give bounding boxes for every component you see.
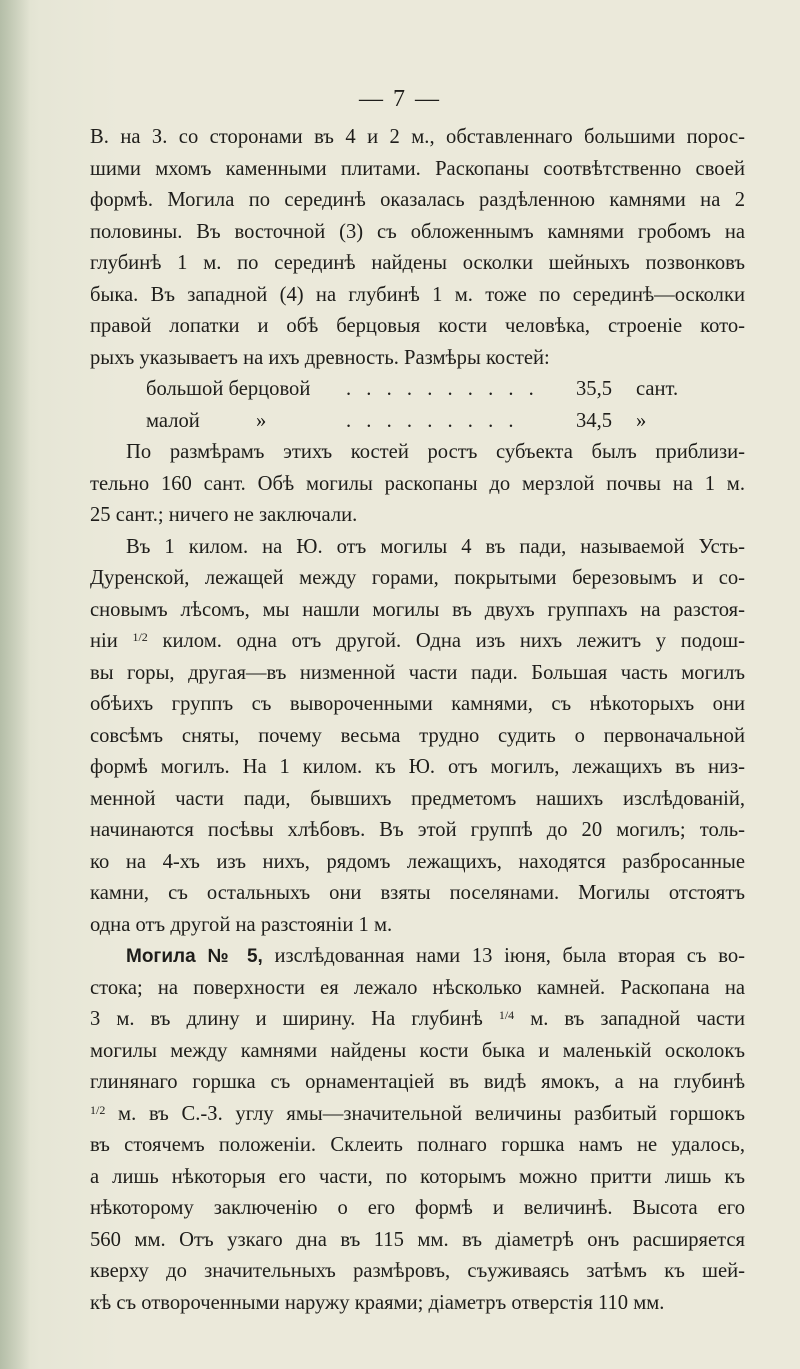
text-line: По размѣрамъ этихъ костей ростъ субъекта былъ приблизи- [126, 441, 745, 463]
text-line: 25 сант.; ничего не заключали. [90, 504, 358, 526]
fraction: 1/2 [90, 1102, 106, 1117]
body-text [90, 122, 745, 1319]
text-line-with-fraction [90, 1004, 745, 1036]
text-fragment: ніи [90, 630, 118, 652]
text-line: а лишь нѣкоторыя его части, по которымъ можно притти лишь къ [90, 1165, 745, 1188]
text-line: глинянаго горшка съ орнаментаціей въ видѣ ямокъ, а на глубинѣ [90, 1071, 745, 1093]
text-line: одна отъ другой на разстояніи 1 м. [90, 913, 393, 936]
text-line: 560 мм. Отъ узкаго дна въ 115 мм. въ діаметрѣ онъ расширяется [90, 1228, 745, 1251]
text-line-with-fraction [90, 1099, 745, 1131]
fraction: 1/2 [132, 630, 148, 644]
measurement-row [90, 406, 745, 438]
text-line: стока; на поверхности ея лежало нѣсколько камней. Раскопана на [90, 976, 745, 999]
text-line: глубинѣ 1 м. по серединѣ найдены осколки шейныхъ позвонковъ [90, 252, 745, 274]
text-line: камни, съ остальныхъ они взяты поселянами. Могилы отстоятъ [90, 882, 745, 904]
text-line: начинаются посѣвы хлѣбовъ. Въ этой группѣ до 20 могилъ; толь- [90, 819, 745, 841]
measurement-dots: . . . . . . . . . [346, 409, 519, 432]
text-line: правой лопатки и обѣ берцовыя кости человѣка, строеніе кото- [90, 315, 745, 337]
text-line: рыхъ указываетъ на ихъ древность. Размѣры костей: [90, 346, 550, 369]
text-line: въ стоячемъ положеніи. Склеить полнаго горшка намъ не удалось, [90, 1134, 745, 1156]
text-line: совсѣмъ сняты, почему весьма трудно судить о первоначальной [90, 724, 745, 747]
measurement-label: малой [146, 409, 200, 432]
page-edge-shadow [0, 0, 30, 1369]
text-line: В. на З. со сторонами въ 4 и 2 м., обставленнаго большими порос- [90, 126, 745, 148]
text-line: нѣкоторому заключенію о его формѣ и величинѣ. Высота его [90, 1197, 745, 1219]
text-line-with-heading [90, 941, 745, 973]
text-fragment: м. въ С.-З. углу ямы—значительной величины разбитый горшокъ [105, 1102, 745, 1125]
text-line: Дуренской, лежащей между горами, покрытыми березовымъ и со- [90, 567, 745, 589]
text-line: сновымъ лѣсомъ, мы нашли могилы въ двухъ группахъ на разстоя- [90, 598, 745, 621]
text-fragment: килом. одна отъ другой. Одна изъ нихъ лежитъ у подош- [147, 630, 745, 652]
text-fragment: изслѣдованная нами 13 іюня, была вторая съ во- [262, 945, 745, 967]
text-line: могилы между камнями найдены кости быка и маленькій осколокъ [90, 1039, 745, 1062]
text-line: кѣ съ отвороченными наружу краями; діаметръ отверстія 110 мм. [90, 1291, 665, 1314]
measurement-ditto: » [256, 409, 267, 432]
text-line: обѣихъ группъ съ вывороченными камнями, съ нѣкоторыхъ они [90, 693, 745, 715]
page-number: — 7 — [359, 86, 441, 112]
text-line: вы горы, другая—въ низменной части пади. Большая часть могилъ [90, 661, 745, 684]
text-line: половины. Въ восточной (3) съ обложеннымъ камнями гробомъ на [90, 220, 745, 243]
text-line: формѣ. Могила по серединѣ оказалась раздѣленною камнями на 2 [90, 189, 745, 211]
text-line: менной части пади, бывшихъ предметомъ нашихъ изслѣдованій, [90, 787, 745, 810]
measurement-dots: . . . . . . . . . . [346, 378, 539, 400]
text-line: Въ 1 килом. на Ю. отъ могилы 4 въ пади, называемой Усть- [126, 535, 745, 558]
measurement-value: 34,5 [576, 409, 613, 432]
text-line: ко на 4-хъ изъ нихъ, рядомъ лежащихъ, находятся разбросанные [90, 850, 745, 873]
measurement-value: 35,5 [576, 378, 613, 400]
text-fragment: 3 м. въ длину и ширину. На глубинѣ [90, 1008, 483, 1030]
measurement-label: большой берцовой [146, 378, 311, 400]
text-line: формѣ могилъ. На 1 килом. къ Ю. отъ могилъ, лежащихъ въ низ- [90, 756, 745, 778]
text-line: тельно 160 сант. Обѣ могилы раскопаны до мерзлой почвы на 1 м. [90, 472, 745, 495]
text-line: шими мхомъ каменными плитами. Раскопаны соотвѣтственно своей [90, 157, 745, 180]
text-line: быка. Въ западной (4) на глубинѣ 1 м. тоже по серединѣ—осколки [90, 283, 745, 306]
measurement-unit: » [636, 409, 647, 432]
measurement-row [90, 374, 745, 406]
text-line: кверху до значительныхъ размѣровъ, съуживаясь затѣмъ къ шей- [90, 1260, 745, 1282]
grave-heading: Могила № 5, [126, 946, 263, 967]
text-line-with-fraction [90, 626, 745, 658]
measurement-unit: сант. [636, 378, 679, 400]
text-fragment: м. въ западной части [514, 1008, 745, 1030]
fraction: 1/4 [498, 1008, 515, 1022]
